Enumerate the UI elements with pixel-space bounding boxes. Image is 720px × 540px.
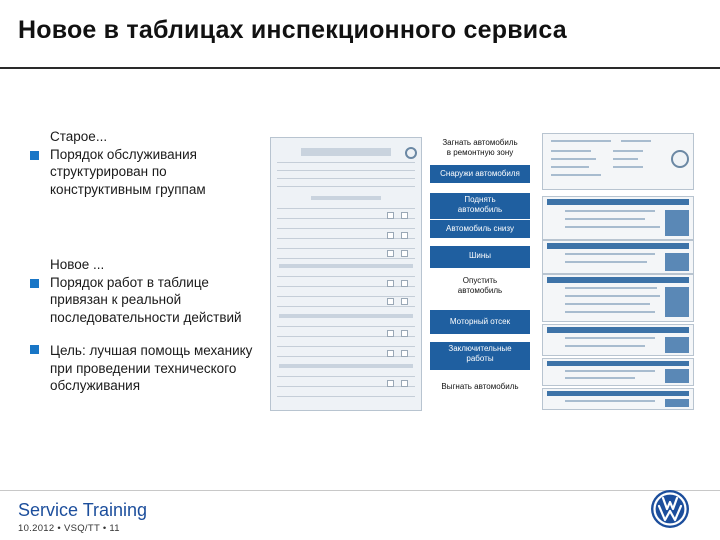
step-lower: Опустить автомобиль xyxy=(430,276,530,300)
new-sheet-block-drive-out xyxy=(542,388,694,410)
bullet-line: привязан к реальной xyxy=(50,292,182,307)
bullet-marker xyxy=(30,151,39,160)
bullet-marker xyxy=(30,345,39,354)
step-tyres: Шины xyxy=(430,246,530,268)
step-drive-in: Загнать автомобиль в ремонтную зону xyxy=(430,138,530,162)
step-engine-bay: Моторный отсек xyxy=(430,310,530,334)
bullet-new xyxy=(30,256,242,326)
step-drive-out: Выгнать автомобиль xyxy=(430,382,530,396)
new-sheet-block-final xyxy=(542,358,694,386)
step-lift: Поднять автомобиль xyxy=(430,193,530,219)
bullet-line: структурирован по xyxy=(50,164,167,179)
bullet-line: Порядок обслуживания xyxy=(50,146,197,162)
bullet-line: при проведении технического xyxy=(50,360,237,376)
old-inspection-sheet-image xyxy=(270,137,422,411)
step-exterior: Снаружи автомобиля xyxy=(430,165,530,183)
page-title: Новое в таблицах инспекционного сервиса xyxy=(18,16,567,44)
footer-divider xyxy=(0,490,720,491)
bullet-goal xyxy=(30,342,252,395)
footer-title: Service Training xyxy=(18,500,148,520)
bullet-line: Новое ... xyxy=(50,257,105,272)
bullet-line: Старое... xyxy=(50,129,108,144)
bullet-line: Цель: лучшая помощь механику xyxy=(50,343,253,358)
bullet-old xyxy=(30,128,206,198)
title-divider xyxy=(0,67,720,69)
new-sheet-block-exterior xyxy=(542,196,694,240)
step-final-work: Заключительные работы xyxy=(430,342,530,370)
bullet-marker xyxy=(30,279,39,288)
new-sheet-block-engine xyxy=(542,324,694,356)
bullet-line: конструктивным группам xyxy=(50,181,206,197)
vw-logo-icon xyxy=(650,489,690,529)
step-underbody: Автомобиль снизу xyxy=(430,220,530,238)
bullet-line: Порядок работ в таблице xyxy=(50,274,209,290)
new-sheet-block-underbody xyxy=(542,274,694,322)
footer-subtitle: 10.2012 • VSQ/TT • 11 xyxy=(18,523,120,534)
new-sheet-block-lift xyxy=(542,240,694,274)
new-inspection-sheet-image xyxy=(542,133,694,190)
bullet-line: обслуживания xyxy=(50,378,141,393)
bullet-line: последовательности действий xyxy=(50,309,242,325)
